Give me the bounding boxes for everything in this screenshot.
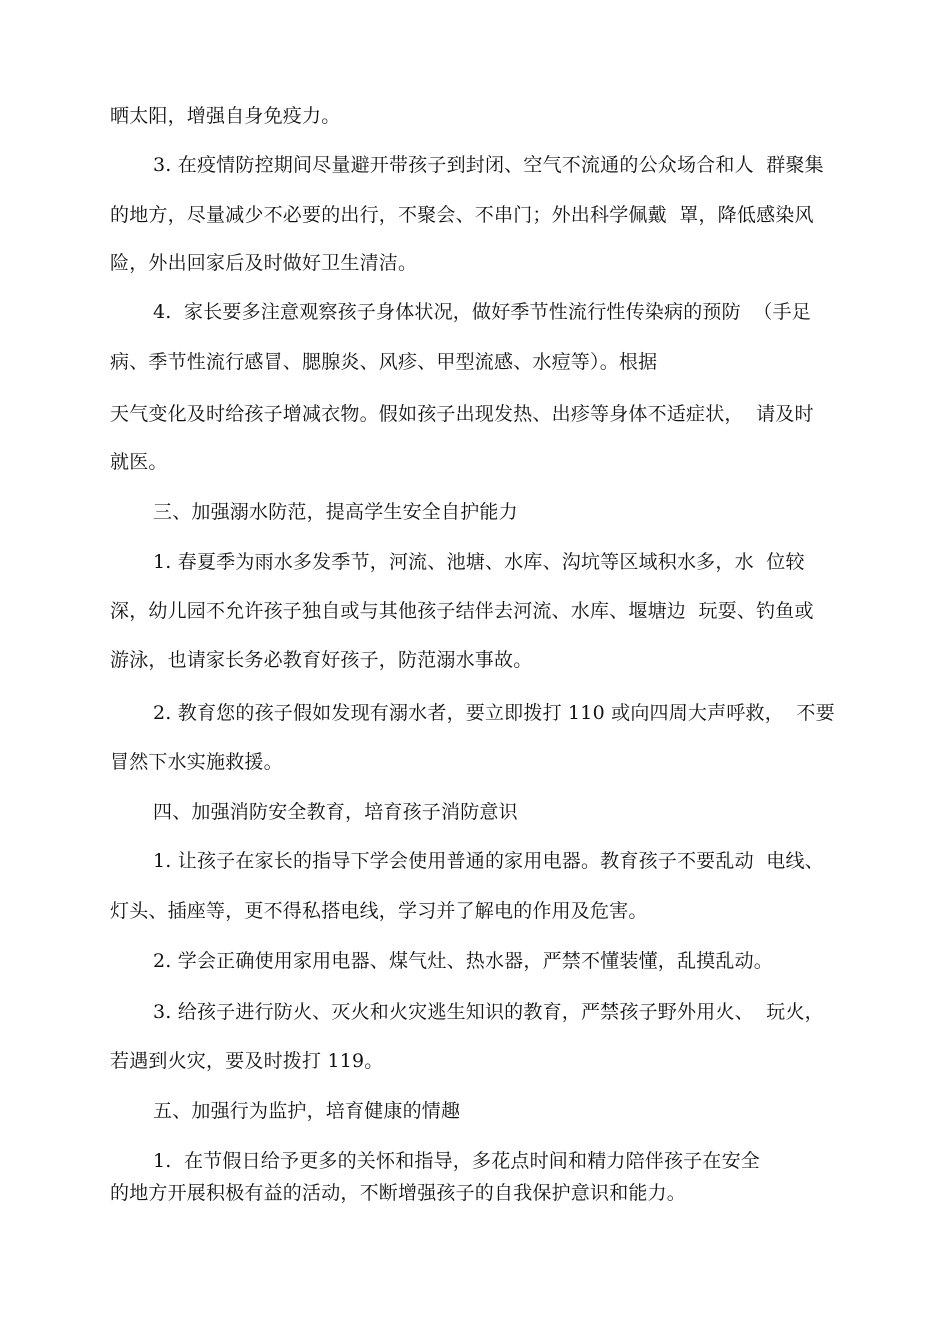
section-heading: 三、加强溺水防范，提高学生安全自护能力: [153, 501, 518, 523]
text-line: 2. 教育您的孩子假如发现有溺水者，要立即拨打 110 或向四周大声呼救， 不要: [153, 702, 835, 724]
text-line: 的地方开展积极有益的活动，不断增强孩子的自我保护意识和能力。: [110, 1182, 687, 1204]
text-line: 3. 给孩子进行防火、灭火和火灾逃生知识的教育，严禁孩子野外用火、 玩火，: [153, 1001, 824, 1023]
text-line: 3. 在疫情防控期间尽量避开带孩子到封闭、空气不流通的公众场合和人 群聚集: [153, 154, 824, 176]
section-heading: 四、加强消防安全教育，培育孩子消防意识: [153, 801, 518, 823]
text-line: 4. 家长要多注意观察孩子身体状况，做好季节性流行性传染病的预防 （手足: [153, 301, 811, 323]
text-line: 2. 学会正确使用家用电器、煤气灶、热水器，严禁不懂装懂，乱摸乱动。: [153, 950, 773, 972]
text-line: 若遇到火灾，要及时拨打 119。: [110, 1050, 384, 1072]
text-line: 就医。: [110, 451, 168, 473]
section-heading: 五、加强行为监护，培育健康的情趣: [153, 1100, 461, 1122]
text-line: 1. 让孩子在家长的指导下学会使用普通的家用电器。教育孩子不要乱动 电线、: [153, 850, 824, 872]
text-line: 冒然下水实施救援。: [110, 751, 283, 773]
text-line: 深，幼儿园不允许孩子独自或与其他孩子结伴去河流、水库、堰塘边 玩耍、钓鱼或: [110, 600, 814, 622]
text-line: 天气变化及时给孩子增减衣物。假如孩子出现发热、出疹等身体不适症状， 请及时: [110, 403, 814, 425]
text-line: 1. 春夏季为雨水多发季节，河流、池塘、水库、沟坑等区域积水多，水 位较: [153, 551, 805, 573]
text-line: 晒太阳，增强自身免疫力。: [110, 105, 341, 127]
text-line: 险，外出回家后及时做好卫生清洁。: [110, 252, 418, 274]
text-line: 1. 在节假日给予更多的关怀和指导，多花点时间和精力陪伴孩子在安全: [153, 1150, 761, 1172]
text-line: 游泳，也请家长务必教育好孩子，防范溺水事故。: [110, 649, 533, 671]
text-line: 灯头、插座等，更不得私搭电线，学习并了解电的作用及危害。: [110, 900, 648, 922]
text-line: 的地方，尽量减少不必要的出行，不聚会、不串门；外出科学佩戴 罩，降低感染风: [110, 204, 814, 226]
text-line: 病、季节性流行感冒、腮腺炎、风疹、甲型流感、水痘等）。根据: [110, 351, 658, 373]
